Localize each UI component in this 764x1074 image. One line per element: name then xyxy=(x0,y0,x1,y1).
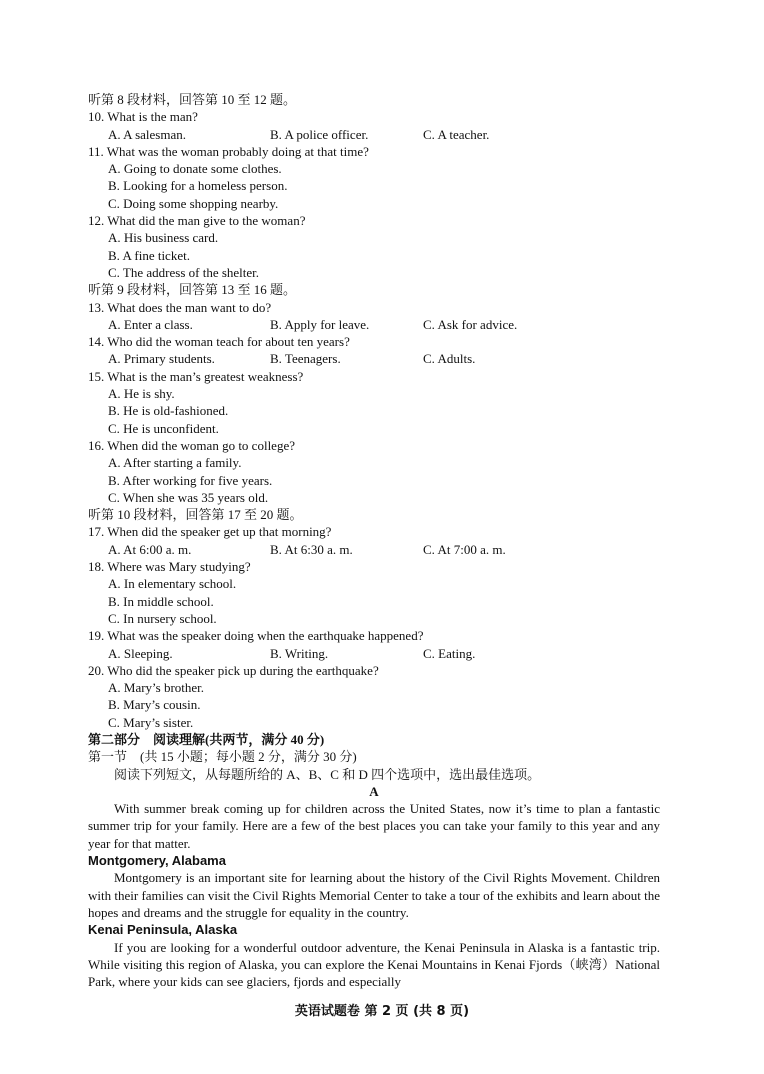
question-11 xyxy=(88,143,660,212)
question-12 xyxy=(88,212,660,281)
option-c: C. In nursery school. xyxy=(108,610,217,626)
option-c: C. Mary’s sister. xyxy=(108,714,194,730)
option-b: B. Teenagers. xyxy=(270,351,341,367)
question-19 xyxy=(88,627,660,662)
question-15 xyxy=(88,368,660,437)
question-text: 11. What was the woman probably doing at that time? xyxy=(88,143,369,159)
page-content xyxy=(88,91,660,990)
question-text: 12. What did the man give to the woman? xyxy=(88,213,306,229)
part-two-heading: 第二部分 阅读理解(共两节，满分 40 分) xyxy=(88,731,325,747)
question-text: 18. Where was Mary studying? xyxy=(88,559,251,575)
option-b: B. Writing. xyxy=(270,645,329,661)
option-b: B. Mary’s cousin. xyxy=(108,697,201,713)
option-a: A. Primary students. xyxy=(108,351,215,367)
section-instruction-8: 听第 8 段材料，回答第 10 至 12 题。 xyxy=(88,92,297,107)
question-text: 19. What was the speaker doing when the earthquake happened? xyxy=(88,628,424,644)
option-b: B. Apply for leave. xyxy=(270,316,370,332)
option-b: B. A police officer. xyxy=(270,126,369,142)
option-a: A. Going to donate some clothes. xyxy=(108,161,282,177)
option-c: C. Adults. xyxy=(423,351,476,367)
passage-intro: With summer break coming up for children across the United States, now it’s time to plan a fantastic summer trip for your family. Here are a few of the best places you can take your family to this year and any year for that matter. xyxy=(88,801,660,851)
options-row xyxy=(88,126,660,143)
option-c: C. At 7:00 a. m. xyxy=(423,541,506,557)
question-text: 14. Who did the woman teach for about ten years? xyxy=(88,334,350,350)
option-b: B. A fine ticket. xyxy=(108,247,190,263)
option-b: B. In middle school. xyxy=(108,593,214,609)
options-row xyxy=(88,316,660,333)
option-b: B. Looking for a homeless person. xyxy=(108,178,288,194)
question-16 xyxy=(88,437,660,506)
section-instruction-10: 听第 10 段材料，回答第 17 至 20 题。 xyxy=(88,507,303,523)
option-c: C. A teacher. xyxy=(423,126,490,142)
option-b: B. He is old-fashioned. xyxy=(108,403,229,419)
question-text: 17. When did the speaker get up that morning? xyxy=(88,524,332,540)
option-c: C. Ask for advice. xyxy=(423,316,518,332)
options-row xyxy=(88,541,660,558)
passage-label: A xyxy=(369,783,379,799)
option-a: A. Enter a class. xyxy=(108,316,193,332)
question-text: 20. Who did the speaker pick up during the earthquake? xyxy=(88,662,379,678)
option-a: A. Mary’s brother. xyxy=(108,680,205,696)
question-text: 16. When did the woman go to college? xyxy=(88,437,295,453)
reading-instruction: 阅读下列短文，从每题所给的 A、B、C 和 D 四个选项中，选出最佳选项。 xyxy=(114,766,541,782)
page-footer: 英语试题卷 第 2 页 (共 8 页) xyxy=(294,1004,470,1019)
option-a: A. At 6:00 a. m. xyxy=(108,541,192,557)
options-row xyxy=(88,645,660,662)
question-13 xyxy=(88,299,660,334)
option-c: C. He is unconfident. xyxy=(108,420,219,436)
question-text: 13. What does the man want to do? xyxy=(88,299,272,315)
option-a: A. Sleeping. xyxy=(108,645,173,661)
option-c: C. Doing some shopping nearby. xyxy=(108,195,279,211)
option-b: B. At 6:30 a. m. xyxy=(270,541,353,557)
question-14 xyxy=(88,333,660,368)
question-text: 10. What is the man? xyxy=(88,109,198,125)
question-text: 15. What is the man’s greatest weakness? xyxy=(88,368,304,384)
option-a: A. After starting a family. xyxy=(108,455,242,471)
question-18 xyxy=(88,558,660,627)
option-a: A. His business card. xyxy=(108,230,219,246)
passage-subheading-kenai: Kenai Peninsula, Alaska xyxy=(88,922,238,938)
section-instruction-9: 听第 9 段材料，回答第 13 至 16 题。 xyxy=(88,282,297,298)
passage-paragraph-kenai: If you are looking for a wonderful outdoor adventure, the Kenai Peninsula in Alaska is a fantastic trip. While visiting this region of Alaska, you can explore the Kenai Mountains in Kenai Fjords（峡湾）National Park, where your kids can see glaciers, fjords and especially xyxy=(88,939,660,990)
option-a: A. He is shy. xyxy=(108,386,175,402)
option-a: A. A salesman. xyxy=(108,126,186,142)
passage-paragraph-montgomery: Montgomery is an important site for learning about the history of the Civil Rights Movement. Children with their families can visit the Civil Rights Memorial Center to take a tour of the exhibits and learn about the hopes and dreams and the struggle for equality in the country. xyxy=(88,870,660,920)
passage-a xyxy=(88,800,660,990)
option-b: B. After working for five years. xyxy=(108,472,273,488)
passage-subheading-montgomery: Montgomery, Alabama xyxy=(88,853,226,869)
question-10 xyxy=(88,108,660,143)
question-17 xyxy=(88,523,660,558)
options-row xyxy=(88,350,660,367)
option-c: C. Eating. xyxy=(423,645,476,661)
option-a: A. In elementary school. xyxy=(108,576,237,592)
option-c: C. The address of the shelter. xyxy=(108,264,260,280)
section-one-heading: 第一节 (共 15 小题；每小题 2 分，满分 30 分) xyxy=(88,749,357,765)
question-20 xyxy=(88,662,660,731)
option-c: C. When she was 35 years old. xyxy=(108,489,269,505)
